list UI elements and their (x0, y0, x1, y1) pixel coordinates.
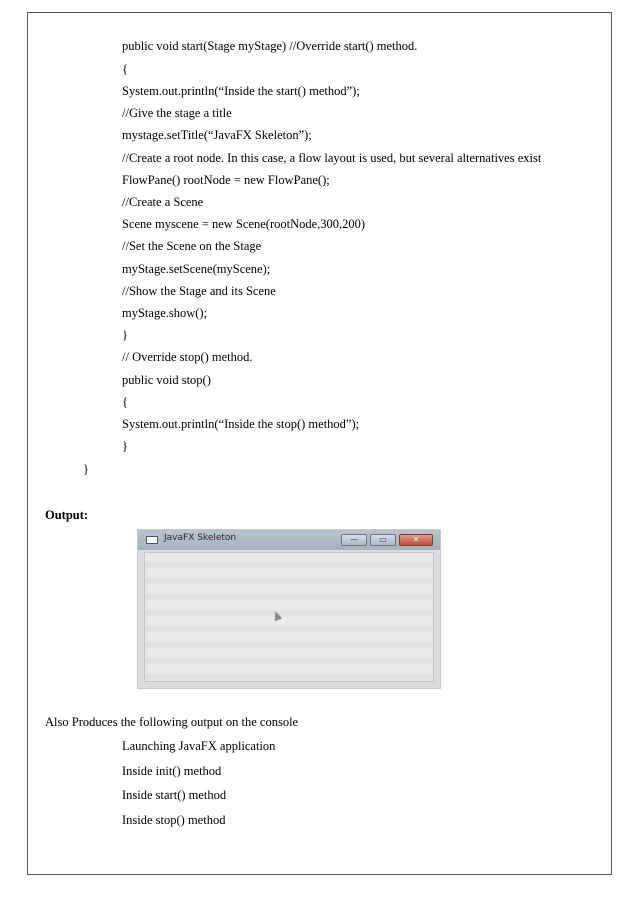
window-minimize-button: — (341, 534, 367, 546)
window-titlebar (138, 530, 440, 550)
code-line: //Set the Scene on the Stage (122, 239, 262, 253)
console-line: Launching JavaFX application (122, 739, 276, 753)
window-maximize-button: ▭ (370, 534, 396, 546)
code-line: } (122, 328, 128, 342)
code-line: public void start(Stage myStage) //Override start() method. (122, 39, 418, 53)
console-intro: Also Produces the following output on the console (45, 715, 299, 729)
output-window-screenshot (137, 529, 441, 689)
output-heading: Output: (45, 508, 89, 522)
code-line: public void stop() (122, 373, 211, 387)
window-content-area (144, 552, 434, 682)
console-line: Inside init() method (122, 764, 222, 778)
code-line: //Give the stage a title (122, 106, 232, 120)
code-line: mystage.setTitle(“JavaFX Skeleton”); (122, 128, 312, 142)
code-line: } (122, 439, 128, 453)
window-title: JavaFX Skeleton (164, 533, 237, 543)
window-app-icon (146, 536, 158, 544)
code-line: { (122, 62, 128, 76)
code-line: myStage.show(); (122, 306, 208, 320)
code-line: //Show the Stage and its Scene (122, 284, 276, 298)
code-line: Scene myscene = new Scene(rootNode,300,200) (122, 217, 366, 231)
console-line: Inside start() method (122, 788, 227, 802)
code-line: FlowPane() rootNode = new FlowPane(); (122, 173, 330, 187)
code-line: //Create a Scene (122, 195, 204, 209)
window-close-button: ✕ (399, 534, 433, 546)
code-line: System.out.println(“Inside the start() method”); (122, 84, 360, 98)
code-line: //Create a root node. In this case, a flow layout is used, but several alternatives exist (122, 151, 542, 165)
console-line: Inside stop() method (122, 813, 226, 827)
class-closing-brace: } (83, 462, 89, 476)
code-line: { (122, 395, 128, 409)
mouse-cursor-icon (272, 610, 283, 621)
code-line: myStage.setScene(myScene); (122, 262, 271, 276)
code-line: // Override stop() method. (122, 350, 253, 364)
page-border (27, 12, 612, 875)
code-line: System.out.println(“Inside the stop() method”); (122, 417, 360, 431)
